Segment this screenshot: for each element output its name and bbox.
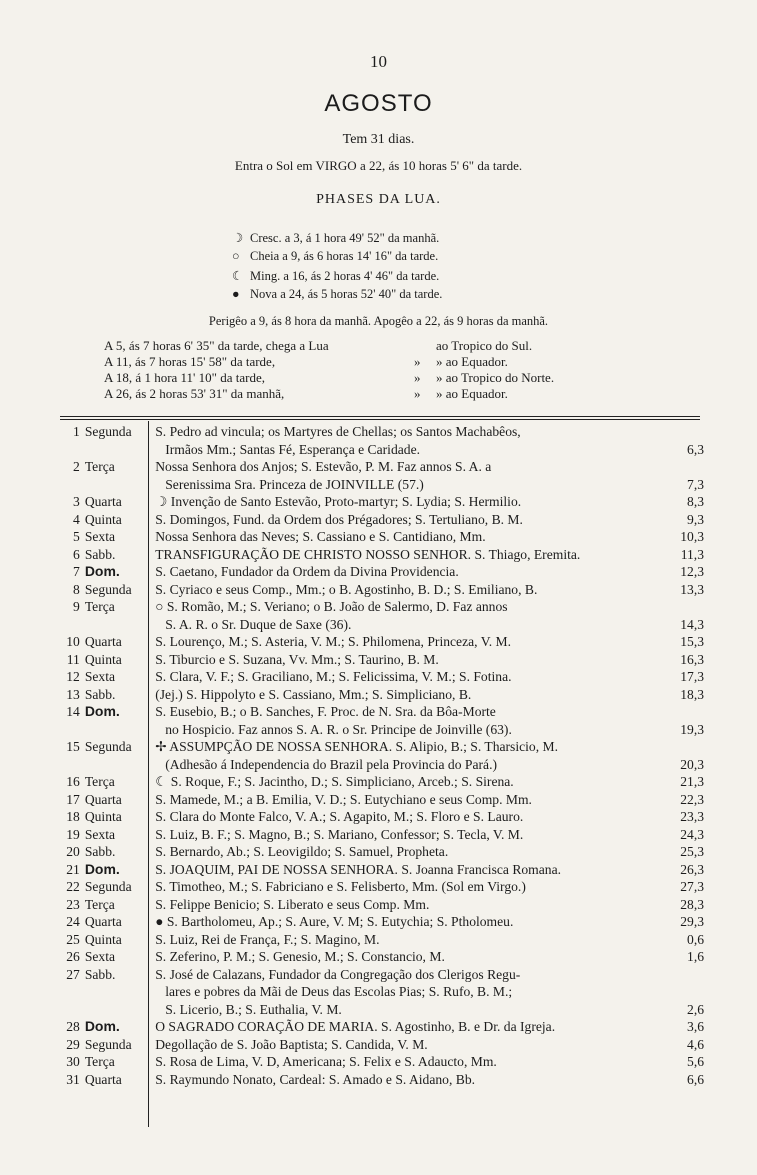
weekday: Terça — [84, 774, 115, 789]
calendar-table — [60, 423, 704, 1088]
saints-line: S. Zeferino, P. M.; S. Genesio, M.; S. Constancio, M. — [155, 949, 445, 964]
saints-line: S. A. R. o Sr. Duque de Saxe (36). — [165, 616, 352, 632]
tropic-row — [104, 370, 554, 386]
weekday: Quinta — [84, 511, 122, 527]
saints-line: S. Timotheo, M.; S. Fabriciano e S. Felisberto, Mm. (Sol em Virgo.) — [155, 879, 526, 894]
moon-age: 15,3 — [680, 634, 705, 649]
saints-line: no Hospicio. Faz annos S. A. R. o Sr. Principe de Joinville (63). — [165, 721, 512, 737]
saints-of-day — [147, 773, 670, 791]
saints-line: (Adhesão á Independencia do Brazil pela Provincia do Pará.) — [165, 756, 498, 772]
saints-line: lares e pobres da Mãi de Deus das Escolas Pias; S. Rufo, B. M.; — [165, 984, 513, 999]
day-number: 21 — [66, 861, 80, 877]
saints-of-day — [147, 633, 670, 651]
saints-of-day — [147, 668, 670, 686]
weekday: Quarta — [84, 494, 122, 509]
calendar-day-row — [60, 1018, 704, 1036]
phase-text: Cheia a 9, ás 6 horas 14' 16" da tarde. — [250, 249, 439, 263]
day-number: 8 — [73, 581, 80, 597]
weekday: Terça — [84, 1054, 115, 1069]
saints-line: S. Domingos, Fund. da Ordem dos Prégadores; S. Tertuliano, B. M. — [155, 511, 523, 527]
saints-of-day — [147, 1036, 670, 1054]
saints-of-day — [147, 651, 670, 669]
day-number: 25 — [66, 931, 80, 947]
calendar-day-row — [60, 1053, 704, 1071]
phase-text: Nova a 24, ás 5 horas 52' 40" da tarde. — [250, 287, 443, 301]
day-number: 9 — [73, 599, 80, 614]
tropic-row — [104, 354, 508, 370]
calendar-day-row — [60, 896, 704, 914]
saints-of-day — [147, 738, 670, 773]
saints-of-day — [147, 511, 670, 529]
calendar-day-row — [60, 668, 704, 686]
saints-of-day — [147, 896, 670, 914]
saints-of-day — [147, 948, 670, 966]
calendar-day-row — [60, 493, 704, 511]
saints-line: S. Cyriaco e seus Comp., Mm.; o B. Agostinho, B. D.; S. Emiliano, B. — [155, 581, 538, 597]
calendar-day-row — [60, 773, 704, 791]
moon-age: 24,3 — [680, 826, 705, 842]
saints-line: ✢ ASSUMPÇÃO DE NOSSA SENHORA. S. Alipio, B.; S. Tharsicio, M. — [155, 739, 559, 754]
moon-phase-row — [232, 287, 442, 302]
saints-line: Nossa Senhora das Neves; S. Cassiano e S. Cantidiano, Mm. — [155, 529, 486, 544]
day-number: 7 — [73, 564, 80, 579]
calendar-day-row — [60, 791, 704, 809]
ditto-mark: » — [414, 370, 421, 385]
tropic-row — [104, 338, 532, 354]
saints-of-day — [147, 931, 670, 949]
saints-line: Degollação de S. João Baptista; S. Candida, V. M. — [155, 1036, 428, 1052]
saints-of-day — [147, 546, 670, 564]
moon-age: 26,3 — [680, 861, 705, 877]
phase-text: Cresc. a 3, á 1 hora 49' 52" da manhã. — [250, 231, 440, 245]
calendar-day-row — [60, 423, 704, 458]
moon-age: 17,3 — [680, 669, 705, 684]
tropic-time: A 11, ás 7 horas 15' 58" da tarde, — [104, 354, 276, 369]
calendar-day-row — [60, 633, 704, 651]
day-number: 26 — [66, 949, 80, 964]
saints-line: ○ S. Romão, M.; S. Veriano; o B. João de Salermo, D. Faz annos — [155, 599, 508, 614]
saints-of-day — [147, 458, 670, 493]
moon-age: 16,3 — [680, 651, 705, 667]
day-number: 28 — [66, 1019, 80, 1034]
day-number: 31 — [66, 1071, 80, 1087]
weekday: Segunda — [84, 879, 132, 894]
moon-age: 27,3 — [680, 879, 705, 894]
weekday: Dom. — [84, 703, 120, 719]
calendar-day-row — [60, 511, 704, 529]
ditto-mark: » — [414, 354, 421, 369]
table-top-rule — [60, 419, 700, 420]
day-number: 20 — [66, 844, 80, 859]
moon-age: 9,3 — [687, 511, 705, 527]
tropic-destination: » ao Equador. — [436, 386, 508, 401]
day-number: 29 — [66, 1036, 80, 1052]
moon-age: 28,3 — [680, 896, 705, 912]
calendar-day-row — [60, 738, 704, 773]
day-number: 6 — [73, 546, 80, 562]
moon-age: 19,3 — [680, 721, 705, 737]
calendar-day-row — [60, 546, 704, 564]
weekday: Dom. — [84, 1018, 120, 1034]
calendar-day-row — [60, 826, 704, 844]
calendar-day-row — [60, 651, 704, 669]
moon-age: 5,6 — [687, 1054, 705, 1069]
tropic-time: A 5, ás 7 horas 6' 35" da tarde, chega a Lua — [104, 338, 329, 353]
saints-of-day — [147, 598, 670, 633]
calendar-day-row — [60, 598, 704, 633]
saints-of-day — [147, 1071, 670, 1089]
moon-phase-row — [232, 230, 439, 246]
day-number: 19 — [66, 826, 80, 842]
day-number: 27 — [66, 966, 80, 982]
sun-entry: Entra o Sol em VIRGO a 22, ás 10 horas 5' 6" da tarde. — [234, 158, 523, 173]
day-number: 15 — [66, 739, 80, 754]
moon-age: 8,3 — [687, 494, 705, 509]
saints-of-day — [147, 808, 670, 826]
moon-age: 22,3 — [680, 791, 705, 807]
saints-line: S. Pedro ad vincula; os Martyres de Chellas; os Santos Machabêos, — [155, 424, 521, 439]
waning-moon-icon: ☾ — [232, 269, 244, 283]
moon-age: 7,3 — [687, 476, 705, 492]
weekday: Segunda — [84, 739, 132, 754]
saints-line: S. Caetano, Fundador da Ordem da Divina Providencia. — [155, 564, 459, 579]
saints-of-day — [147, 493, 670, 511]
day-number: 22 — [66, 879, 80, 894]
moon-age: 14,3 — [680, 616, 705, 632]
phase-text: Ming. a 16, ás 2 horas 4' 46" da tarde. — [250, 269, 440, 283]
calendar-day-row — [60, 458, 704, 493]
saints-line: S. Eusebio, B.; o B. Sanches, F. Proc. de N. Sra. da Bôa-Morte — [155, 704, 496, 719]
weekday: Terça — [84, 896, 115, 912]
day-number: 14 — [66, 704, 80, 719]
saints-of-day — [147, 826, 670, 844]
saints-line: S. Bernardo, Ab.; S. Leovigildo; S. Samuel, Propheta. — [155, 844, 449, 859]
tropic-time: A 26, ás 2 horas 53' 31" da manhã, — [104, 386, 285, 401]
day-number: 10 — [66, 634, 80, 649]
weekday: Sabb. — [84, 686, 116, 702]
saints-of-day — [147, 861, 670, 879]
tropic-destination: » ao Tropico do Norte. — [436, 370, 555, 385]
weekday: Sabb. — [84, 844, 116, 859]
day-number: 18 — [66, 809, 80, 824]
moon-age: 12,3 — [680, 564, 705, 579]
saints-line: ☽ Invenção de Santo Estevão, Proto-martyr; S. Lydia; S. Hermilio. — [155, 494, 522, 509]
calendar-day-row — [60, 843, 704, 861]
weekday: Sabb. — [84, 546, 116, 562]
saints-line: S. JOAQUIM, PAI DE NOSSA SENHORA. S. Joanna Francisca Romana. — [155, 861, 562, 877]
moon-age: 10,3 — [680, 529, 705, 544]
calendar-day-row — [60, 686, 704, 704]
weekday: Sabb. — [84, 966, 116, 982]
saints-of-day — [147, 913, 670, 931]
moon-age: 20,3 — [680, 756, 705, 772]
weekday: Quinta — [84, 931, 122, 947]
saints-line: Serenissima Sra. Princeza de JOINVILLE (57.) — [165, 476, 424, 492]
weekday: Terça — [84, 599, 115, 614]
moon-phase-row — [232, 249, 438, 264]
month-title: AGOSTO — [324, 90, 433, 117]
day-number: 12 — [66, 669, 80, 684]
weekday: Quarta — [84, 1071, 122, 1087]
moon-age: 3,6 — [687, 1019, 705, 1034]
weekday: Dom. — [84, 860, 120, 877]
saints-line: S. Licerio, B.; S. Euthalia, V. M. — [165, 1001, 342, 1017]
saints-line: S. Luiz, B. F.; S. Magno, B.; S. Mariano, Confessor; S. Tecla, V. M. — [155, 826, 524, 842]
calendar-day-row — [60, 878, 704, 896]
saints-of-day — [147, 686, 670, 704]
weekday: Quinta — [84, 809, 122, 824]
moon-age: 11,3 — [680, 546, 705, 562]
saints-line: S. Rosa de Lima, V. D, Americana; S. Felix e S. Adaucto, Mm. — [155, 1054, 497, 1069]
calendar-day-row — [60, 581, 704, 599]
day-number: 24 — [66, 914, 80, 929]
saints-line: (Jej.) S. Hippolyto e S. Cassiano, Mm.; S. Simpliciano, B. — [155, 686, 472, 702]
weekday: Sexta — [84, 949, 116, 964]
moon-age: 0,6 — [687, 931, 705, 947]
weekday: Terça — [84, 459, 115, 474]
day-number: 5 — [73, 529, 80, 544]
weekday: Quinta — [84, 651, 122, 667]
saints-line: S. Clara, V. F.; S. Graciliano, M.; S. Felicissima, V. M.; S. Fotina. — [155, 669, 512, 684]
moon-age: 1,6 — [687, 949, 705, 964]
moon-age: 21,3 — [680, 774, 705, 789]
calendar-day-row — [60, 966, 704, 1019]
saints-of-day — [147, 528, 670, 546]
tropic-destination: ao Tropico do Sul. — [436, 338, 533, 353]
phases-title: PHASES DA LUA. — [316, 192, 441, 207]
calendar-day-row — [60, 948, 704, 966]
calendar-day-row — [60, 913, 704, 931]
saints-line: O SAGRADO CORAÇÃO DE MARIA. S. Agostinho, B. e Dr. da Igreja. — [155, 1019, 556, 1034]
weekday: Sexta — [84, 529, 116, 544]
day-number: 11 — [66, 651, 80, 667]
table-top-rule — [60, 416, 700, 417]
saints-line: S. Mamede, M.; a B. Emilia, V. D.; S. Eutychiano e seus Comp. Mm. — [155, 791, 532, 807]
page-number: 10 — [370, 52, 387, 71]
saints-line: S. Luiz, Rei de França, F.; S. Magino, M. — [155, 931, 380, 947]
weekday: Dom. — [84, 563, 120, 579]
full-moon-icon: ○ — [232, 249, 240, 263]
day-number: 3 — [73, 494, 80, 509]
tropic-time: A 18, á 1 hora 11' 10" da tarde, — [104, 370, 265, 385]
moon-age: 18,3 — [680, 686, 705, 702]
weekday: Quarta — [84, 634, 122, 649]
saints-of-day — [147, 1053, 670, 1071]
calendar-day-row — [60, 861, 704, 879]
weekday: Segunda — [84, 581, 132, 597]
saints-line: S. José de Calazans, Fundador da Congregação dos Clerigos Regu- — [155, 966, 521, 982]
saints-of-day — [147, 581, 670, 599]
calendar-day-row — [60, 1071, 704, 1089]
calendar-day-row — [60, 808, 704, 826]
weekday: Segunda — [84, 1036, 132, 1052]
saints-line: Nossa Senhora dos Anjos; S. Estevão, P. M. Faz annos S. A. a — [155, 459, 492, 474]
saints-line: S. Raymundo Nonato, Cardeal: S. Amado e S. Aidano, Bb. — [155, 1071, 476, 1087]
new-moon-icon: ● — [232, 287, 240, 301]
day-number: 1 — [73, 424, 80, 439]
weekday: Sexta — [84, 669, 116, 684]
day-number: 23 — [66, 896, 80, 912]
saints-line: ● S. Bartholomeu, Ap.; S. Aure, V. M; S. Eutychia; S. Ptholomeu. — [155, 914, 514, 929]
calendar-day-row — [60, 563, 704, 581]
moon-age: 6,3 — [687, 441, 705, 457]
crescent-moon-icon: ☽ — [232, 231, 244, 245]
day-number: 4 — [73, 511, 80, 527]
day-number: 30 — [66, 1054, 80, 1069]
perigee-apogee: Perigêo a 9, ás 8 hora da manhã. Apogêo a 22, ás 9 horas da manhã. — [208, 314, 549, 328]
saints-of-day — [147, 966, 670, 1019]
day-number: 13 — [66, 686, 80, 702]
calendar-day-row — [60, 703, 704, 738]
saints-line: S. Felippe Benicio; S. Liberato e seus Comp. Mm. — [155, 896, 430, 912]
moon-phase-row — [232, 268, 439, 284]
saints-of-day — [147, 1018, 670, 1036]
saints-line: S. Clara do Monte Falco, V. A.; S. Agapito, M.; S. Floro e S. Lauro. — [155, 809, 524, 824]
saints-of-day — [147, 791, 670, 809]
moon-age: 23,3 — [680, 809, 705, 824]
calendar-day-row — [60, 1036, 704, 1054]
saints-line: S. Tiburcio e S. Suzana, Vv. Mm.; S. Taurino, B. M. — [155, 651, 439, 667]
calendar-day-row — [60, 931, 704, 949]
saints-of-day — [147, 563, 670, 581]
weekday: Sexta — [84, 826, 116, 842]
saints-line: TRANSFIGURAÇÃO DE CHRISTO NOSSO SENHOR. S. Thiago, Eremita. — [155, 546, 581, 562]
tropic-destination: » ao Equador. — [436, 354, 508, 369]
saints-of-day — [147, 878, 670, 896]
saints-of-day — [147, 703, 670, 738]
saints-of-day — [147, 423, 670, 458]
moon-age: 2,6 — [687, 1001, 705, 1017]
weekday: Quarta — [84, 914, 122, 929]
saints-line: Irmãos Mm.; Santas Fé, Esperança e Caridade. — [165, 441, 421, 457]
moon-age: 6,6 — [687, 1071, 705, 1087]
moon-age: 13,3 — [680, 581, 705, 597]
tropic-row — [104, 386, 508, 402]
moon-age: 4,6 — [687, 1036, 705, 1052]
moon-age: 25,3 — [680, 844, 705, 859]
weekday: Quarta — [84, 791, 122, 807]
day-number: 2 — [73, 459, 80, 474]
calendar-day-row — [60, 528, 704, 546]
days-count: Tem 31 dias. — [342, 132, 415, 147]
moon-age: 29,3 — [680, 914, 705, 929]
day-number: 16 — [66, 774, 80, 789]
ditto-mark: » — [414, 386, 421, 401]
day-number: 17 — [66, 791, 80, 807]
saints-line: ☾ S. Roque, F.; S. Jacintho, D.; S. Simpliciano, Arceb.; S. Sirena. — [155, 774, 514, 789]
saints-line: S. Lourenço, M.; S. Asteria, V. M.; S. Philomena, Princeza, V. M. — [155, 634, 512, 649]
weekday: Segunda — [84, 424, 132, 439]
saints-of-day — [147, 843, 670, 861]
